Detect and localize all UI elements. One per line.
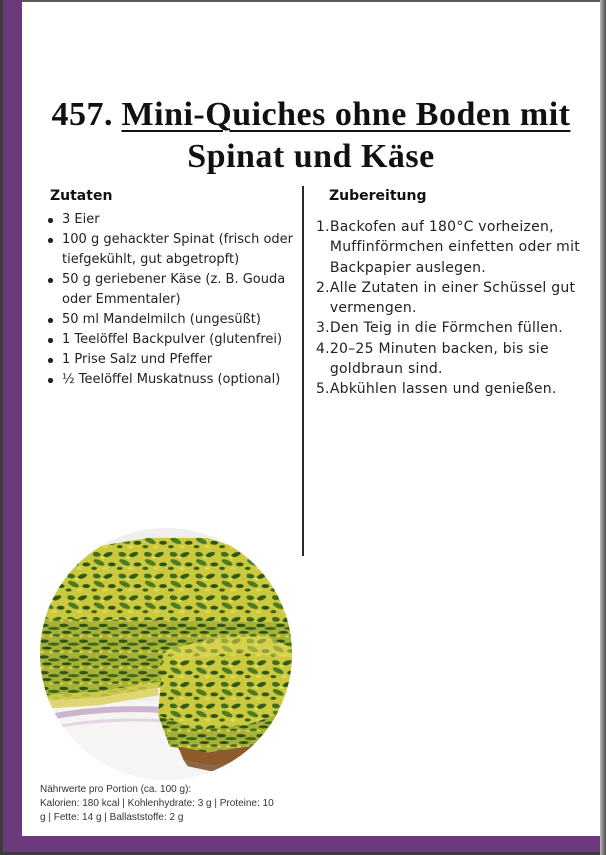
step-number: 2. — [316, 279, 330, 296]
steps-list — [316, 217, 586, 400]
step-text: Backofen auf 180°C vorheizen, Muffinförmchen einfetten oder mit Backpapier auslegen. — [329, 219, 580, 276]
ingredient-text: ½ Teelöffel Muskatnuss (optional) — [62, 372, 281, 387]
bottom-accent-bar — [22, 836, 600, 852]
quiche-photo — [40, 528, 292, 780]
steps-heading: Zubereitung — [329, 188, 427, 204]
title-line-1 — [22, 94, 600, 136]
ingredient-item — [48, 230, 298, 270]
bullet — [48, 238, 53, 243]
step-text: Abkühlen lassen und genießen. — [329, 381, 557, 398]
step-text: 20–25 Minuten backen, bis sie goldbraun sind. — [329, 340, 549, 378]
ingredient-item — [48, 350, 298, 370]
left-accent-bar — [0, 0, 22, 855]
step-text: Den Teig in die Förmchen füllen. — [329, 320, 563, 337]
step-number: 5. — [316, 381, 330, 398]
page-right-edge — [600, 0, 606, 855]
nutrition-heading: Nährwerte pro Portion (ca. 100 g): — [40, 784, 192, 795]
step-item — [316, 318, 586, 338]
step-number: 1. — [316, 219, 330, 235]
ingredient-text: 100 g gehackter Spinat (frisch oder tiefgekühlt, gut abgetropft) — [62, 232, 294, 267]
step-number: 3. — [316, 320, 330, 337]
ingredient-text: 1 Prise Salz und Pfeffer — [62, 352, 213, 367]
recipe-title — [22, 94, 600, 178]
nutrition-line: g | Fette: 14 g | Ballaststoffe: 2 g — [40, 812, 184, 823]
ingredient-item — [48, 370, 298, 390]
bullet — [48, 378, 53, 383]
step-item — [316, 379, 586, 399]
title-line-2: Spinat und Käse — [187, 138, 435, 175]
column-divider — [302, 186, 304, 556]
ingredient-text: 50 ml Mandelmilch (ungesüßt) — [62, 312, 261, 327]
step-item — [316, 278, 586, 319]
ingredient-text: 1 Teelöffel Backpulver (glutenfrei) — [62, 332, 283, 347]
step-text: Alle Zutaten in einer Schüssel gut vermengen. — [329, 279, 576, 317]
ingredient-item — [48, 330, 298, 350]
ingredient-item — [48, 310, 298, 330]
step-item — [316, 217, 586, 278]
page-top-edge — [0, 0, 606, 2]
bullet — [48, 318, 53, 323]
step-item — [316, 339, 586, 380]
title-link[interactable]: Mini-Quiches ohne Boden mit — [121, 96, 571, 133]
step-number: 4. — [316, 340, 330, 357]
ingredients-heading: Zutaten — [50, 188, 113, 204]
ingredient-text: 3 Eier — [62, 212, 100, 227]
ingredient-text: 50 g geriebener Käse (z. B. Gouda oder Emmentaler) — [62, 272, 286, 307]
bullet — [48, 218, 53, 223]
nutrition-info — [40, 783, 300, 825]
recipe-number: 457. — [51, 96, 114, 133]
bullet — [48, 338, 53, 343]
bullet — [48, 358, 53, 363]
nutrition-line: Kalorien: 180 kcal | Kohlenhydrate: 3 g | Proteine: 10 — [40, 798, 274, 809]
ingredient-item — [48, 210, 298, 230]
ingredients-list — [48, 210, 298, 390]
ingredient-item — [48, 270, 298, 310]
bullet — [48, 278, 53, 283]
